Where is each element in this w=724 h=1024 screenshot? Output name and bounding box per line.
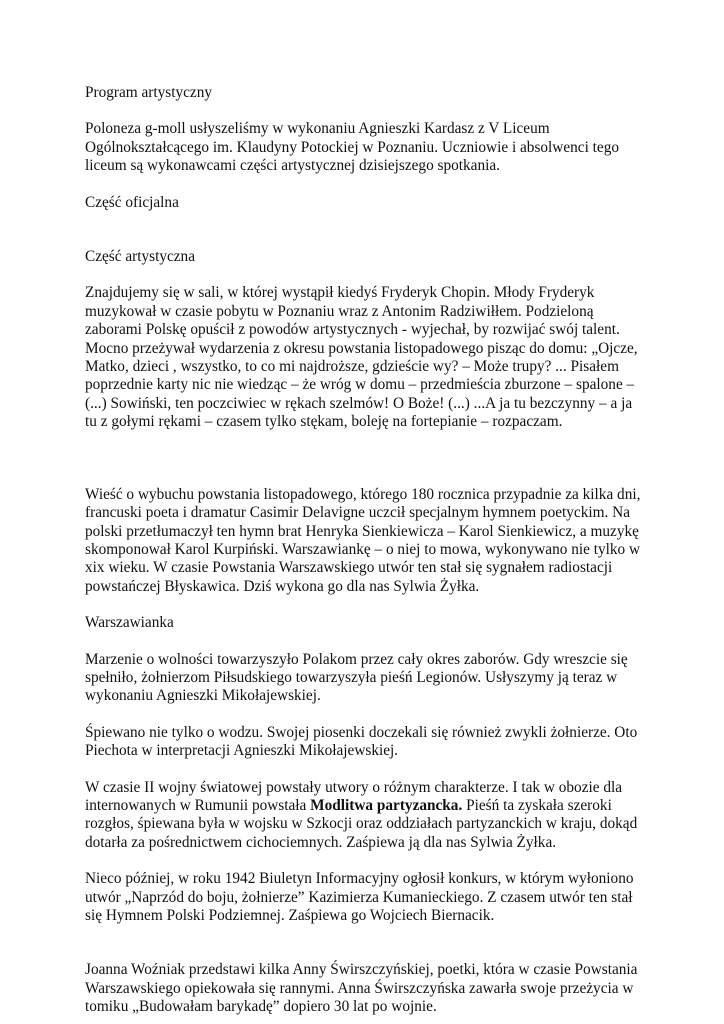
modlitwa-paragraph [85,779,645,853]
hymn-paragraph: Nieco później, w roku 1942 Biuletyn Informacyjny ogłosił konkurs, w którym wyłoniono utwór „Naprzód do boju, żołnierze” Kazimierza Kumanieckiego. Z czasem utwór ten stał się Hymnem Polski Podziemnej. Zaśpiewa go Wojciech Biernacik. [85,870,634,924]
program-title: Program artystyczny [85,84,213,101]
chopin-paragraph: Znajdujemy się w sali, w której wystąpił kiedyś Fryderyk Chopin. Młody Fryderyk muzykował w czasie pobytu w Poznaniu wraz z Antonim Radziwiłłem. Podzieloną zaborami Polskę opuścił z powodów artystycznych - wyjechał, by rozwijać swój talent. Mocno przeżywał wydarzenia z okresu powstania listopadowego pisząc do domu: „Ojcze, Matko, dzieci , wszystko, to co mi najdroższe, gdzieście wy? – Może trupy? ... Pisałem poprzednie karty nic nie wiedząc – że wróg w domu – przedmieścia zburzone – spalone – (...) Sowiński, ten poczciwiec w rękach szelmów! O Boże! (...) ...A ja tu bezczynny – a ja tu z gołymi rękami – czasem tylko stękam, boleję na fortepianie – rozpaczam. [85,284,638,431]
swirszczynska-paragraph: Joanna Woźniak przedstawi kilka Anny Świrszczyńskiej, poetki, która w czasie Powstania Warszawskiego opiekowała się rannymi. Anna Świrszczyńska zawarła swoje przeżycia w tomiku „Budowałam barykadę” dopiero 30 lat po wojnie. [85,961,638,1016]
section-heading-artistic: Część artystyczna [85,248,195,266]
document-page [85,84,645,1017]
section-heading-official: Część oficjalna [85,193,179,211]
legiony-paragraph: Marzenie o wolności towarzyszyło Polakom przez cały okres zaborów. Gdy wreszcie się spełniło, żołnierzom Piłsudskiego towarzyszyła pieśń Legionów. Usłyszymy ją teraz w wykonaniu Agnieszki Mikołajewskiej. [85,650,628,705]
warszawianka-heading: Warszawianka [85,614,174,632]
warszawianka-intro-paragraph: Wieść o wybuchu powstania listopadowego, którego 180 rocznica przypadnie za kilka dni, francuski poeta i dramatur Casimir Delavigne uczcił specjalnym hymnem poetyckim. Na polski przetłumaczył ten hymn brat Henryka Sienkiewicza – Karol Sienkiewicz, a muzykę skomponował Karol Kurpiński. Warszawiankę – o niej to mowa, wykonywano nie tylko w xix wieku. W czasie Powstania Warszawskiego utwór ten stał się sygnałem radiostacji powstańczej Błyskawica. Dziś wykona go dla nas Sylwia Żyłka. [85,485,641,595]
piechota-paragraph: Śpiewano nie tylko o wodzu. Swojej piosenki doczekali się również zwykli żołnierze. Oto Piechota w interpretacji Agnieszki Mikołajewskiej. [85,723,638,760]
modlitwa-text-before: W czasie II wojny światowej powstały utwory o różnym charakterze. I tak w obozie dla internowanych w Rumunii powstała [85,778,623,814]
intro-paragraph: Poloneza g-moll usłyszeliśmy w wykonaniu Agnieszki Kardasz z V Liceum Ogólnokształcącego im. Klaudyny Potockiej w Poznaniu. Uczniowie i absolwenci tego liceum są wykonawcami części artystycznej dzisiejszego spotkania. [85,120,619,175]
modlitwa-text-after: Pieśń ta zyskała szeroki rozgłos, śpiewana była w wojsku w Szkocji oraz oddziałach partyzanckich w kraju, dokąd dotarła za pośrednictwem cichociemnych. Zaśpiewa ją dla nas Sylwia Żyłka. [85,796,638,851]
modlitwa-title-bold: Modlitwa partyzancka. [310,796,463,814]
